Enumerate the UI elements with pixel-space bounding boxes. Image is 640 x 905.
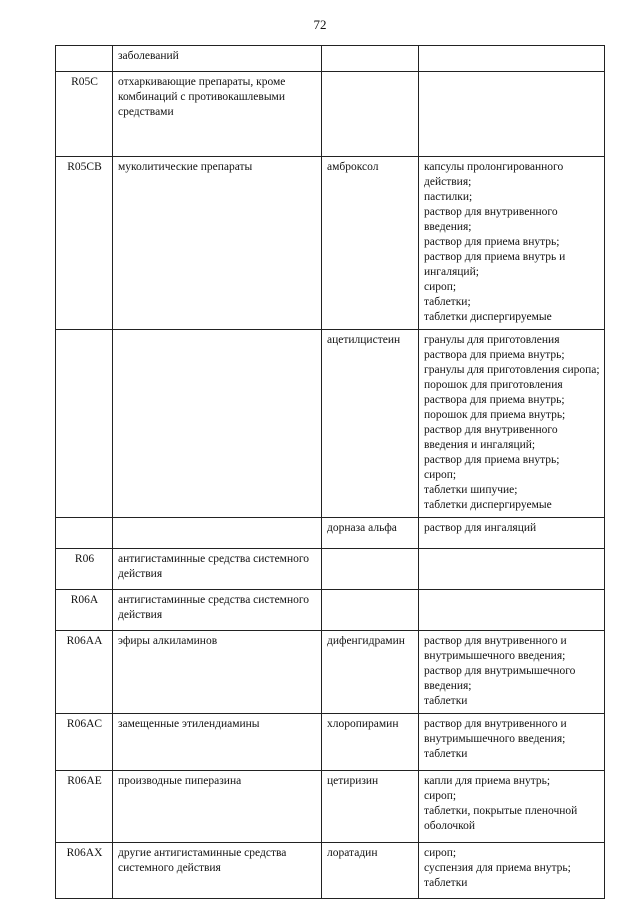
dosage-form-item: таблетки [424, 748, 468, 760]
drug-name-cell: амброксол [322, 157, 419, 330]
drug-name-cell: дорназа альфа [322, 518, 419, 549]
atc-code-cell [56, 518, 113, 549]
atc-code-cell [56, 330, 113, 518]
dosage-form-item: пастилки; [424, 191, 473, 203]
dosage-form-item: таблетки шипучие; [424, 484, 518, 496]
table-row [56, 771, 605, 843]
group-name-cell: замещенные этилендиамины [113, 714, 322, 771]
group-name-cell: антигистаминные средства системного действия [113, 590, 322, 631]
group-name-cell: отхаркивающие препараты, кроме комбинаций с противокашлевыми средствами [113, 72, 322, 157]
dosage-form-item: таблетки диспергируемые [424, 311, 552, 323]
dosage-forms-cell [419, 157, 605, 330]
table-row [56, 518, 605, 549]
atc-code-cell: R06AE [56, 771, 113, 843]
dosage-forms-cell [419, 46, 605, 72]
atc-code-cell: R06 [56, 549, 113, 590]
atc-code-cell: R06AX [56, 843, 113, 899]
table-row [56, 330, 605, 518]
dosage-forms-cell [419, 330, 605, 518]
dosage-form-item: сироп; [424, 790, 457, 802]
group-name-cell: другие антигистаминные средства системного действия [113, 843, 322, 899]
dosage-form-item: сироп; [424, 281, 457, 293]
drug-table [55, 45, 605, 899]
dosage-form-item: сироп; [424, 469, 457, 481]
dosage-form-item: таблетки [424, 695, 468, 707]
dosage-forms-cell [419, 549, 605, 590]
table-row [56, 157, 605, 330]
drug-name-cell: цетиризин [322, 771, 419, 843]
drug-name-cell [322, 590, 419, 631]
drug-name-cell: дифенгидрамин [322, 631, 419, 714]
group-name-cell: антигистаминные средства системного действия [113, 549, 322, 590]
table-row [56, 590, 605, 631]
dosage-form-item: таблетки, покрытые пленочной оболочкой [424, 805, 578, 832]
drug-name-cell: хлоропирамин [322, 714, 419, 771]
dosage-form-item: раствор для приема внутрь; [424, 236, 560, 248]
table-row [56, 714, 605, 771]
dosage-form-item: гранулы для приготовления сиропа; [424, 364, 600, 376]
drug-name-cell: ацетилцистеин [322, 330, 419, 518]
drug-name-cell [322, 46, 419, 72]
dosage-forms-cell [419, 518, 605, 549]
group-name-cell [113, 330, 322, 518]
table-row [56, 843, 605, 899]
group-name-cell: производные пиперазина [113, 771, 322, 843]
dosage-form-item: раствор для приема внутрь и ингаляций; [424, 251, 566, 278]
dosage-form-item: раствор для ингаляций [424, 522, 537, 534]
dosage-form-item: гранулы для приготовления раствора для приема внутрь; [424, 334, 565, 361]
group-name-cell: заболеваний [113, 46, 322, 72]
dosage-form-item: сироп; [424, 847, 457, 859]
dosage-form-item: таблетки [424, 877, 468, 889]
table-row [56, 72, 605, 157]
dosage-form-item: порошок для приготовления раствора для приема внутрь; [424, 379, 565, 406]
atc-code-cell: R05CB [56, 157, 113, 330]
dosage-form-item: раствор для внутривенного введения; [424, 206, 558, 233]
table-row [56, 631, 605, 714]
dosage-form-item: таблетки; [424, 296, 471, 308]
page-number: 72 [313, 17, 327, 32]
dosage-forms-cell [419, 72, 605, 157]
dosage-form-item: раствор для внутривенного и внутримышечного введения; [424, 635, 567, 662]
dosage-form-item: капсулы пролонгированного действия; [424, 161, 564, 188]
dosage-forms-cell [419, 771, 605, 843]
table-row [56, 46, 605, 72]
dosage-forms-cell [419, 590, 605, 631]
dosage-forms-cell [419, 843, 605, 899]
dosage-form-item: раствор для внутримышечного введения; [424, 665, 576, 692]
dosage-forms-cell [419, 714, 605, 771]
dosage-form-item: суспензия для приема внутрь; [424, 862, 571, 874]
atc-code-cell: R05C [56, 72, 113, 157]
atc-code-cell: R06AC [56, 714, 113, 771]
drug-name-cell [322, 549, 419, 590]
group-name-cell [113, 518, 322, 549]
atc-code-cell: R06A [56, 590, 113, 631]
dosage-form-item: капли для приема внутрь; [424, 775, 551, 787]
group-name-cell: эфиры алкиламинов [113, 631, 322, 714]
group-name-cell: муколитические препараты [113, 157, 322, 330]
drug-name-cell: лоратадин [322, 843, 419, 899]
dosage-form-item: порошок для приема внутрь; [424, 409, 566, 421]
atc-code-cell [56, 46, 113, 72]
table-row [56, 549, 605, 590]
atc-code-cell: R06AA [56, 631, 113, 714]
dosage-form-item: раствор для внутривенного введения и ингаляций; [424, 424, 558, 451]
dosage-form-item: раствор для приема внутрь; [424, 454, 560, 466]
dosage-form-item: раствор для внутривенного и внутримышечного введения; [424, 718, 567, 745]
dosage-forms-cell [419, 631, 605, 714]
dosage-form-item: таблетки диспергируемые [424, 499, 552, 511]
drug-name-cell [322, 72, 419, 157]
